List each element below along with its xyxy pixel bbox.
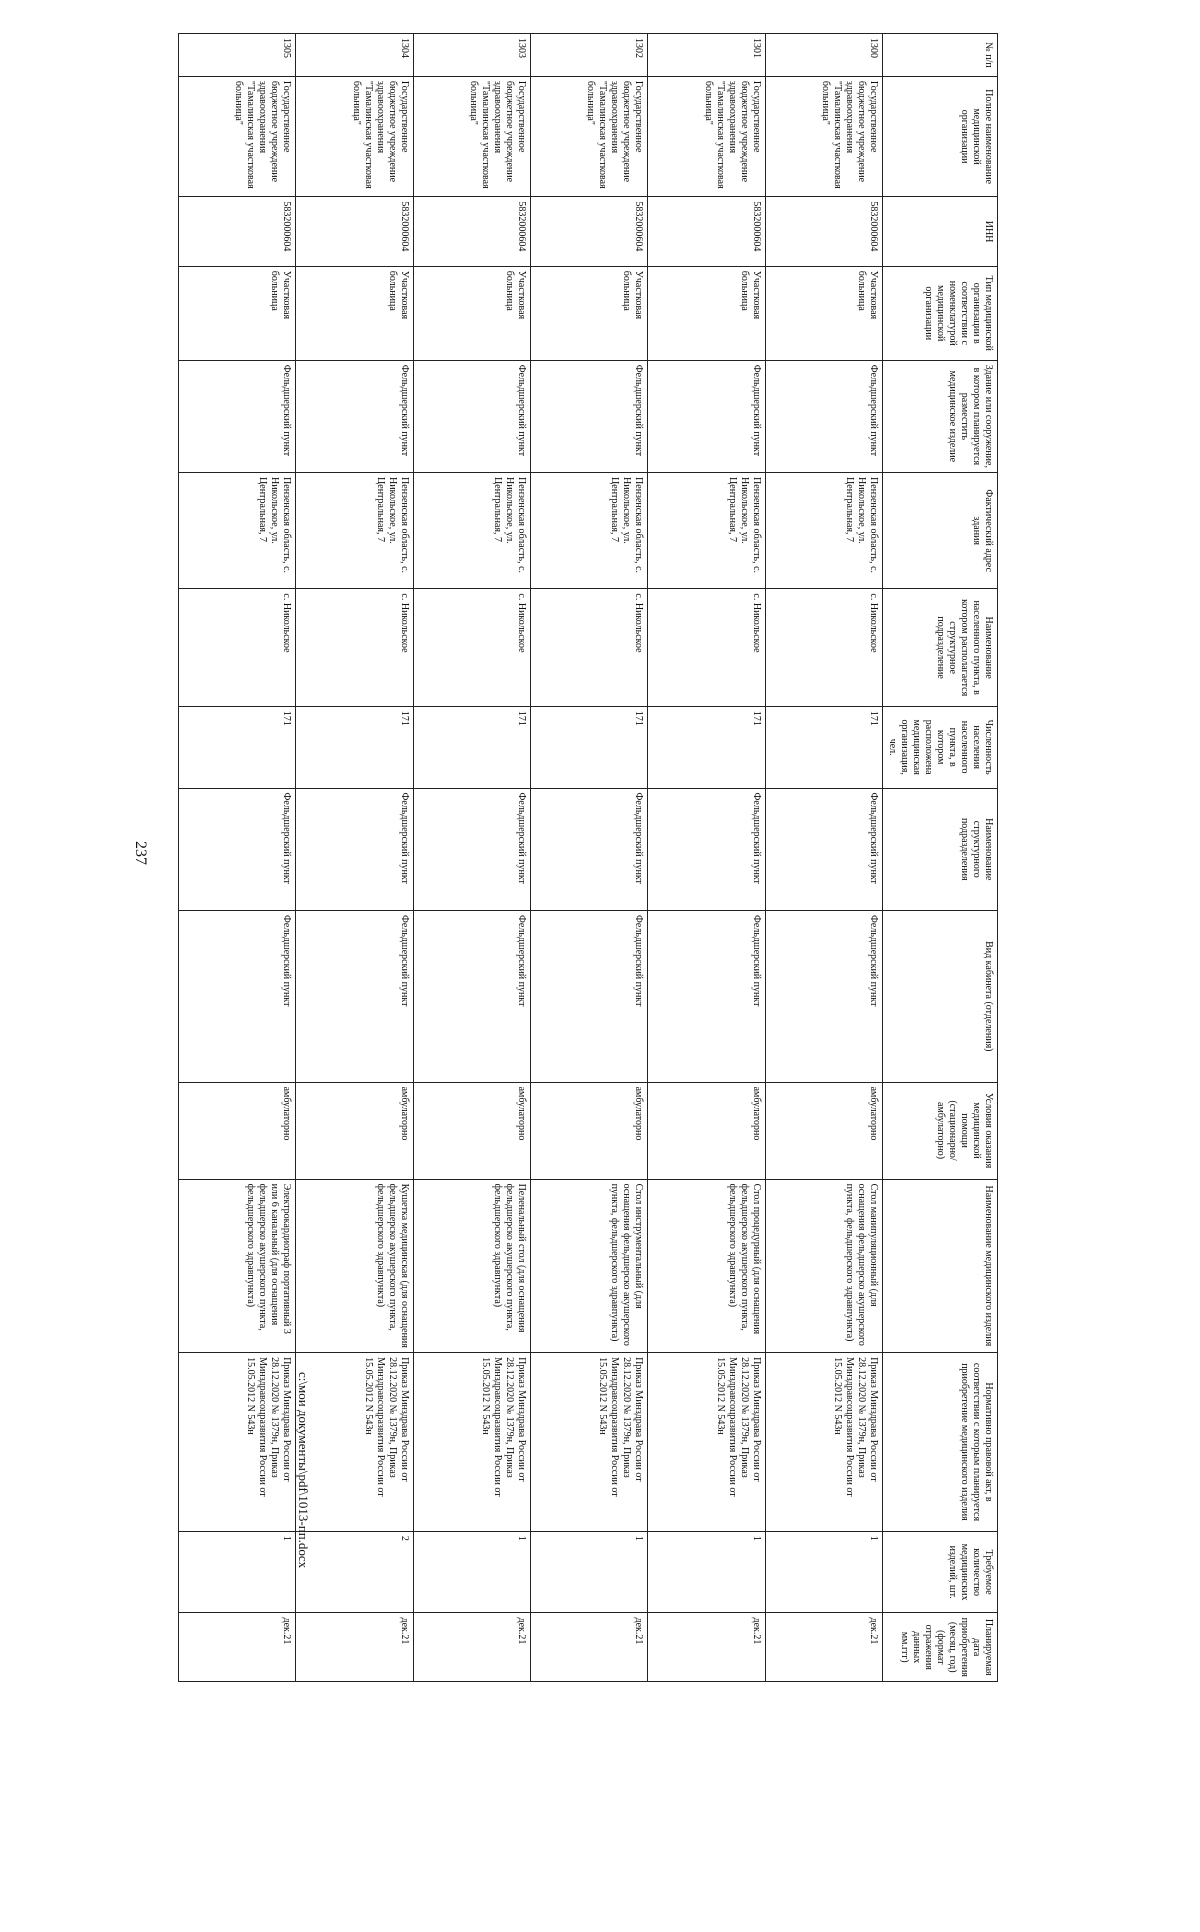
table-cell: дек.21: [531, 1613, 648, 1682]
table-cell: 5832000604: [413, 197, 530, 266]
table-cell: 5832000604: [648, 197, 765, 266]
header-cell: Наименование структурного подразделения: [883, 788, 998, 911]
table-row: [531, 34, 648, 1682]
table-cell: Участковая больница: [531, 266, 648, 360]
header-cell: Тип медицинской организации в соответствии с номенклатурой медицинской организации: [883, 266, 998, 360]
table-cell: 1301: [648, 34, 765, 77]
table-row: [179, 34, 296, 1682]
table-cell: Фельдшерский пункт: [765, 360, 882, 472]
table-row: [413, 34, 530, 1682]
table-cell: 171: [296, 706, 413, 788]
header-cell: Требуемое количество медицинских изделий, шт.: [883, 1531, 998, 1613]
table-cell: амбулаторно: [413, 1082, 530, 1179]
table-cell: амбулаторно: [531, 1082, 648, 1179]
table-cell: Государственное бюджетное учреждение здравоохранения "Тамалинская участковая больница": [765, 76, 882, 196]
table-cell: 5832000604: [296, 197, 413, 266]
table-cell: Государственное бюджетное учреждение здравоохранения "Тамалинская участковая больница": [179, 76, 296, 196]
table-cell: амбулаторно: [179, 1082, 296, 1179]
table-cell: 171: [648, 706, 765, 788]
table-body: [179, 34, 883, 1682]
table-row: [296, 34, 413, 1682]
table-cell: Фельдшерский пункт: [296, 911, 413, 1083]
table-cell: Фельдшерский пункт: [413, 911, 530, 1083]
table-cell: амбулаторно: [765, 1082, 882, 1179]
header-cell: Наименование населенного пункта, в котором располагается структурное подразделение: [883, 589, 998, 706]
table-cell: Фельдшерский пункт: [648, 788, 765, 911]
header-cell: ИНН: [883, 197, 998, 266]
page-number: 237: [132, 841, 149, 865]
table-cell: Стол инструментальный (для оснащения фельдшерско акушерского пункта, фельдшерского здравпункта): [531, 1179, 648, 1353]
table-cell: дек.21: [413, 1613, 530, 1682]
table-cell: Фельдшерский пункт: [179, 788, 296, 911]
table-cell: Государственное бюджетное учреждение здравоохранения "Тамалинская участковая больница": [413, 76, 530, 196]
table-cell: Участковая больница: [296, 266, 413, 360]
table-cell: Электрокардиограф портативный 3 или 6 канальный (для оснащения фельдшерско акушерского пункта, фельдшерского здравпункта): [179, 1179, 296, 1353]
table-cell: Пеленальный стол (для оснащения фельдшерско акушерского пункта, фельдшерского здравпункта): [413, 1179, 530, 1353]
table-cell: Пензенская область, с. Никольское, ул. Центральная, 7: [413, 473, 530, 589]
table-cell: Фельдшерский пункт: [648, 360, 765, 472]
table-cell: 1302: [531, 34, 648, 77]
table-cell: дек.21: [765, 1613, 882, 1682]
header-cell: Планируемая дата приобретения (месяц, год) (формат отражения данных мм.ггг): [883, 1613, 998, 1682]
table-cell: 171: [765, 706, 882, 788]
header-cell: № п/п: [883, 34, 998, 77]
table-cell: с. Никольское: [531, 589, 648, 706]
table-cell: Фельдшерский пункт: [765, 911, 882, 1083]
table-cell: с. Никольское: [179, 589, 296, 706]
table-cell: Приказ Минздрава России от 28.12.2020 № 1379н, Приказ Минздравсоцразвития России от 15.05.2012 N 543н: [648, 1353, 765, 1532]
table-cell: Кушетка медицинская (для оснащения фельдшерско акушерского пункта, фельдшерского здравпункта): [296, 1179, 413, 1353]
table-cell: Приказ Минздрава России от 28.12.2020 № 1379н, Приказ Минздравсоцразвития России от 15.05.2012 N 543н: [179, 1353, 296, 1532]
table-cell: Фельдшерский пункт: [531, 360, 648, 472]
table-cell: с. Никольское: [648, 589, 765, 706]
table-cell: Участковая больница: [648, 266, 765, 360]
table-cell: Участковая больница: [413, 266, 530, 360]
table-header-row: [883, 34, 998, 1682]
table-cell: 171: [531, 706, 648, 788]
header-cell: Наименование медицинского изделия: [883, 1179, 998, 1353]
table-cell: 1: [179, 1531, 296, 1613]
table-cell: 1304: [296, 34, 413, 77]
footer-file-path: c:\мои документы\pdf\1013-пп.docx: [296, 1372, 311, 1569]
table-cell: 5832000604: [179, 197, 296, 266]
table-cell: Стол манипуляционный (для оснащения фельдшерско акушерского пункта, фельдшерского здравпункта): [765, 1179, 882, 1353]
table-cell: дек.21: [179, 1613, 296, 1682]
table-cell: 1303: [413, 34, 530, 77]
table-cell: Государственное бюджетное учреждение здравоохранения "Тамалинская участковая больница": [296, 76, 413, 196]
table-cell: 2: [296, 1531, 413, 1613]
table-cell: 1305: [179, 34, 296, 77]
table-cell: Фельдшерский пункт: [179, 360, 296, 472]
table-cell: Пензенская область, с. Никольское, ул. Центральная, 7: [296, 473, 413, 589]
table-cell: Фельдшерский пункт: [179, 911, 296, 1083]
table-row: [765, 34, 882, 1682]
header-cell: Численность населения населенного пункта, в котором расположена медицинская организация, чел.: [883, 706, 998, 788]
table-cell: Фельдшерский пункт: [413, 788, 530, 911]
table-cell: Участковая больница: [765, 266, 882, 360]
table-cell: Участковая больница: [179, 266, 296, 360]
table-row: [648, 34, 765, 1682]
table-cell: Фельдшерский пункт: [648, 911, 765, 1083]
table-cell: 5832000604: [765, 197, 882, 266]
table-cell: дек.21: [648, 1613, 765, 1682]
table-cell: 1: [765, 1531, 882, 1613]
table-cell: Государственное бюджетное учреждение здравоохранения "Тамалинская участковая больница": [531, 76, 648, 196]
table-cell: Фельдшерский пункт: [765, 788, 882, 911]
table-cell: Государственное бюджетное учреждение здравоохранения "Тамалинская участковая больница": [648, 76, 765, 196]
table-cell: амбулаторно: [648, 1082, 765, 1179]
table-cell: Приказ Минздрава России от 28.12.2020 № 1379н, Приказ Минздравсоцразвития России от 15.05.2012 N 543н: [413, 1353, 530, 1532]
table-cell: Пензенская область, с. Никольское, ул. Центральная, 7: [765, 473, 882, 589]
table-cell: Фельдшерский пункт: [296, 788, 413, 911]
header-cell: Условия оказания медицинской помощи (стационарно/амбулаторно): [883, 1082, 998, 1179]
table-cell: дек.21: [296, 1613, 413, 1682]
table-cell: Приказ Минздрава России от 28.12.2020 № 1379н, Приказ Минздравсоцразвития России от 15.05.2012 N 543н: [531, 1353, 648, 1532]
table-cell: с. Никольское: [296, 589, 413, 706]
table-cell: Фельдшерский пункт: [531, 788, 648, 911]
table-cell: Стол процедурный (для оснащения фельдшерско акушерского пункта, фельдшерского здравпункта): [648, 1179, 765, 1353]
table-cell: 5832000604: [531, 197, 648, 266]
table-cell: Пензенская область, с. Никольское, ул. Центральная, 7: [531, 473, 648, 589]
header-cell: Вид кабинета (отделения): [883, 911, 998, 1083]
header-cell: Здание или сооружение, в котором планируется разместить медицинское изделие: [883, 360, 998, 472]
table-cell: 1300: [765, 34, 882, 77]
table-cell: амбулаторно: [296, 1082, 413, 1179]
table-cell: 1: [648, 1531, 765, 1613]
header-cell: Фактический адрес здания: [883, 473, 998, 589]
table-cell: 1: [531, 1531, 648, 1613]
table-cell: с. Никольское: [413, 589, 530, 706]
header-cell: Нормативно правовой акт, в соответствии с которым планируется приобретение медицинского изделия: [883, 1353, 998, 1532]
table-cell: Фельдшерский пункт: [531, 911, 648, 1083]
table-cell: Фельдшерский пункт: [296, 360, 413, 472]
table-cell: Пензенская область, с. Никольское, ул. Центральная, 7: [179, 473, 296, 589]
table-cell: Пензенская область, с. Никольское, ул. Центральная, 7: [648, 473, 765, 589]
table-cell: Приказ Минздрава России от 28.12.2020 № 1379н, Приказ Минздравсоцразвития России от 15.05.2012 N 543н: [296, 1353, 413, 1532]
table-cell: Приказ Минздрава России от 28.12.2020 № 1379н, Приказ Минздравсоцразвития России от 15.05.2012 N 543н: [765, 1353, 882, 1532]
table-cell: 171: [179, 706, 296, 788]
table-cell: с. Никольское: [765, 589, 882, 706]
table-cell: 1: [413, 1531, 530, 1613]
table-cell: Фельдшерский пункт: [413, 360, 530, 472]
header-cell: Полное наименование медицинской организации: [883, 76, 998, 196]
table-cell: 171: [413, 706, 530, 788]
